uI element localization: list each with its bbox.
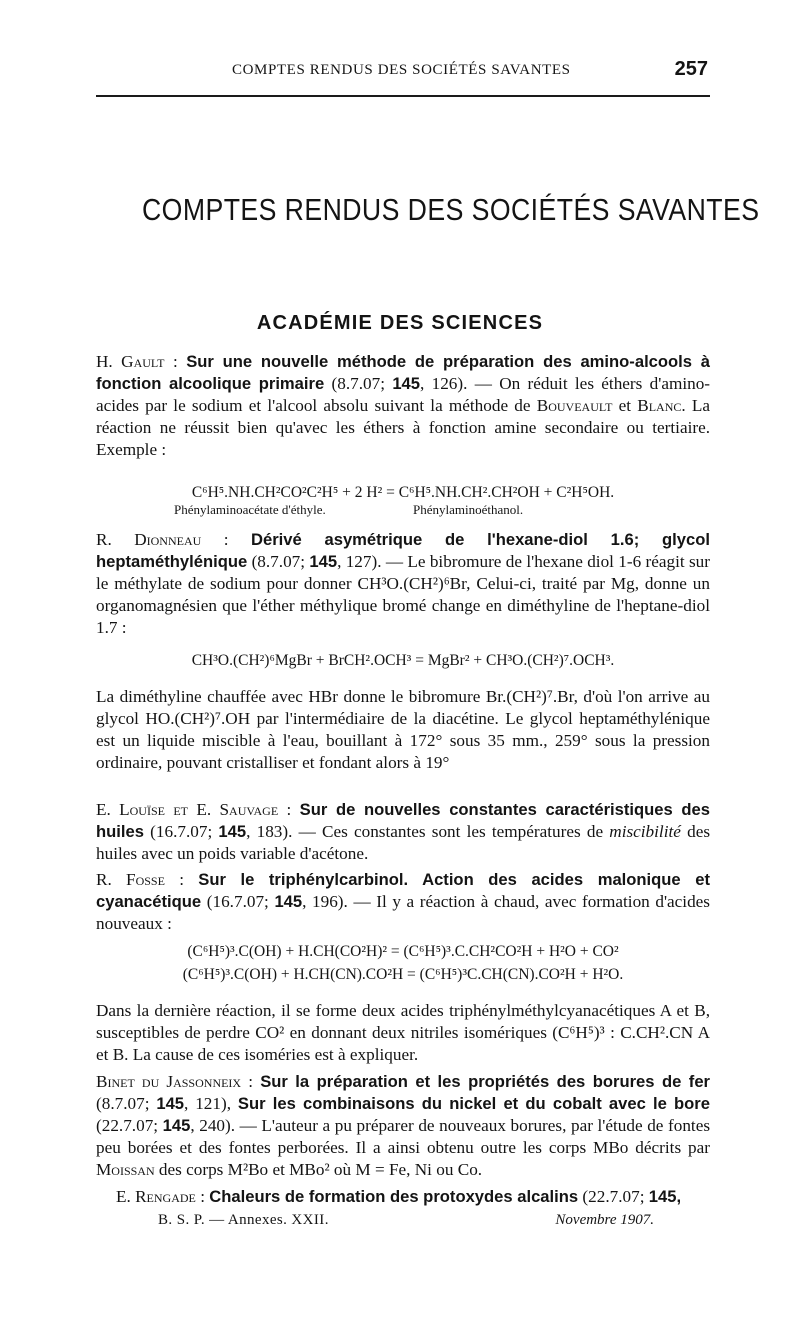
entry-title: Sur le triphénylcarbinol. Action des acides malonique et cyanacétique <box>96 870 710 911</box>
entry-body: des corps M²Bo et MBo² où M = Fe, Ni ou Co. <box>158 1160 483 1179</box>
entry-title: Dérivé asymétrique de l'hexane-diol 1.6; glycol heptaméthylénique <box>96 530 710 571</box>
conjunction: et <box>618 396 632 415</box>
entry-title: Sur une nouvelle méthode de préparation des amino-alcools à fonction alcoolique primaire <box>96 352 711 393</box>
main-title: COMPTES RENDUS DES SOCIÉTÉS SAVANTES <box>142 192 760 227</box>
entry-ref-volume: 145 <box>156 1094 185 1113</box>
equation: (C⁶H⁵)³.C(OH) + H.CH(CN).CO²H = (C⁶H⁵)³C.CH(CN).CO²H + H²O. <box>182 966 624 983</box>
footer-date: Novembre 1907. <box>555 1212 654 1228</box>
entry-body: — L'auteur a pu préparer de nouveaux borures, par l'étude de fontes peu borées et des fontes perborées. Il a ainsi obtenu outre les corps MBo décrits par <box>96 1116 711 1157</box>
equation: C⁶H⁵.NH.CH²CO²C²H⁵ + 2 H² = C⁶H⁵.NH.CH².CH²OH + C²H⁵OH. <box>191 484 615 501</box>
author-name: E. Rengade <box>116 1187 196 1206</box>
entry-louise-sauvage: E. Louïse et E. Sauvage : Sur de nouvelles constantes caractéristiques des huiles (16.7.07; 145, 183). — Ces constantes sont les températures de miscibilité des huiles avec un poids variable d'acétone. <box>96 800 711 863</box>
header-rule <box>96 95 710 97</box>
entry-ref-volume: 145 <box>392 374 420 393</box>
equation-caption: Phénylaminoéthanol. <box>413 502 524 517</box>
entry-title: Sur la préparation et les propriétés des borures de fer <box>260 1072 711 1091</box>
entry-rengade: E. Rengade : Chaleurs de formation des protoxydes alcalins (22.7.07; 145, <box>116 1187 682 1206</box>
footer-source: B. S. P. — Annexes. XXII. <box>158 1212 329 1228</box>
entry-body: — Il y a réaction à chaud, avec formation d'acides nouveaux : <box>96 892 710 933</box>
entry-ref-date: (22.7.07; <box>96 1116 159 1135</box>
entry-binet: Binet du Jassonneix : Sur la préparation et les propriétés des borures de fer (8.7.07; 145, 121), Sur les combinaisons du nickel et du cobalt avec le bore (22.7.07; 145, 240). — L'auteur a pu préparer de nouveaux borures, par l'étude de fontes peu borées et des fontes perborées. Il a ainsi obtenu outre les corps MBo décrits par Moissan des corps M²Bo et MBo² où M = Fe, Ni ou Co. <box>96 1072 711 1179</box>
entry-title: Sur les combinaisons du nickel et du cobalt avec le bore <box>237 1094 710 1113</box>
cited-name: Moissan <box>96 1160 155 1179</box>
author-name: Binet du Jassonneix <box>96 1072 242 1091</box>
page-number: 257 <box>674 58 708 80</box>
entry-body: — Ces constantes sont les températures de <box>298 822 604 841</box>
entry-title: Chaleurs de formation des protoxydes alcalins <box>209 1187 579 1206</box>
entry-ref-page: , 196). <box>302 892 348 911</box>
section-title: ACADÉMIE DES SCIENCES <box>256 312 544 334</box>
entry-body-continued: . La réaction ne réussit bien qu'avec les éthers à fonction amine secondaire ou tertiaire. Exemple : <box>96 396 711 459</box>
page-footer <box>96 1212 710 1234</box>
entry-ref-page: , 183). <box>246 822 293 841</box>
entry-ref-volume: 145 <box>162 1116 191 1135</box>
entry-body: des huiles avec un poids variable d'acétone. <box>96 822 711 863</box>
running-title: COMPTES RENDUS DES SOCIÉTÉS SAVANTES <box>232 62 571 78</box>
entry-ref-page: , 121), <box>184 1094 232 1113</box>
equation: CH³O.(CH²)⁶MgBr + BrCH².OCH³ = MgBr² + CH³O.(CH²)⁷.OCH³. <box>191 652 615 669</box>
author-name: H. Gault <box>96 352 165 371</box>
running-header <box>96 60 708 84</box>
entry-ref-date: (8.7.07; <box>251 552 306 571</box>
entry-body: — On réduit les éthers d'amino-acides par le sodium et l'alcool absolu suivant la méthode de <box>96 374 711 415</box>
entry-ref-volume: 145 <box>218 822 247 841</box>
entry-ref-page: , 126). <box>420 374 468 393</box>
author-name: R. Dionneau <box>96 530 202 549</box>
entry-gault: H. Gault : Sur une nouvelle méthode de préparation des amino-alcools à fonction alcoolique primaire (8.7.07; 145, 126). — On réduit les éthers d'amino-acides par le sodium et l'alcool absolu suivant la méthode de Bouveault et Blanc. La réaction ne réussit bien qu'avec les éthers à fonction amine secondaire ou tertiaire. Exemple : <box>96 352 711 459</box>
entry-ref-date: (22.7.07; <box>582 1187 645 1206</box>
equation-caption: Phénylaminoacétate d'éthyle. <box>174 502 326 517</box>
entry-dionneau: R. Dionneau : Dérivé asymétrique de l'hexane-diol 1.6; glycol heptaméthylénique (8.7.07; 145, 127). — Le bibromure de l'hexane diol 1-6 réagit sur le méthylate de sodium pour donner CH³O.(CH²)⁶Br, Celui-ci, traité par Mg, donne un organomagnésien que l'éther méthylique bromé change en diméthyline de l'heptane-diol 1.7 : <box>96 530 711 637</box>
cited-name: Bouveault <box>536 396 613 415</box>
entry-ref-page: , 240). <box>190 1116 236 1135</box>
entry-body-continued: Dans la dernière réaction, il se forme deux acides triphénylméthylcyanacétiques A et B, susceptibles de perdre CO² en donnant deux nitriles isomériques (C⁶H⁵)³ : C.CH².CN A et B. La cause de ces isoméries est à expliquer. <box>96 1001 710 1064</box>
entry-ref-date: (16.7.07; <box>150 822 213 841</box>
entry-ref-volume: 145 <box>274 892 303 911</box>
entry-ref-date: (16.7.07; <box>206 892 269 911</box>
emphasized-term: miscibilité <box>609 822 681 841</box>
entry-ref-date: (8.7.07; <box>331 374 385 393</box>
entry-ref-volume: 145 <box>309 552 338 571</box>
author-name: R. Fosse <box>96 870 165 889</box>
cited-name: Blanc <box>637 396 682 415</box>
entry-ref-date: (8.7.07; <box>96 1094 150 1113</box>
entry-body-continued: La diméthyline chauffée avec HBr donne le bibromure Br.(CH²)⁷.Br, d'où l'on arrive au glycol HO.(CH²)⁷.OH par l'intermédiaire de la diacétine. Le glycol heptaméthylénique est un liquide miscible à l'eau, bouillant à 172° sous 35 mm., 259° sous la pression ordinaire, pouvant cristalliser et fondant alors à 19° <box>96 687 710 772</box>
entry-ref-volume: 145, <box>648 1187 682 1206</box>
equation: (C⁶H⁵)³.C(OH) + H.CH(CO²H)² = (C⁶H⁵)³.C.CH²CO²H + H²O + CO² <box>187 943 619 960</box>
author-name: E. Louïse et E. Sauvage <box>96 800 279 819</box>
entry-fosse: R. Fosse : Sur le triphénylcarbinol. Action des acides malonique et cyanacétique (16.7.07; 145, 196). — Il y a réaction à chaud, avec formation d'acides nouveaux : <box>96 870 710 933</box>
entry-body: — Le bibromure de l'hexane diol 1-6 réagit sur le méthylate de sodium pour donner CH³O.(CH²)⁶Br, Celui-ci, traité par Mg, donne un organomagnésien que l'éther méthylique bromé change en diméthyline de l'heptane-diol 1.7 : <box>96 552 711 637</box>
entry-title: Sur de nouvelles constantes caractéristiques des huiles <box>96 800 711 841</box>
entry-ref-page: , 127). <box>337 552 382 571</box>
